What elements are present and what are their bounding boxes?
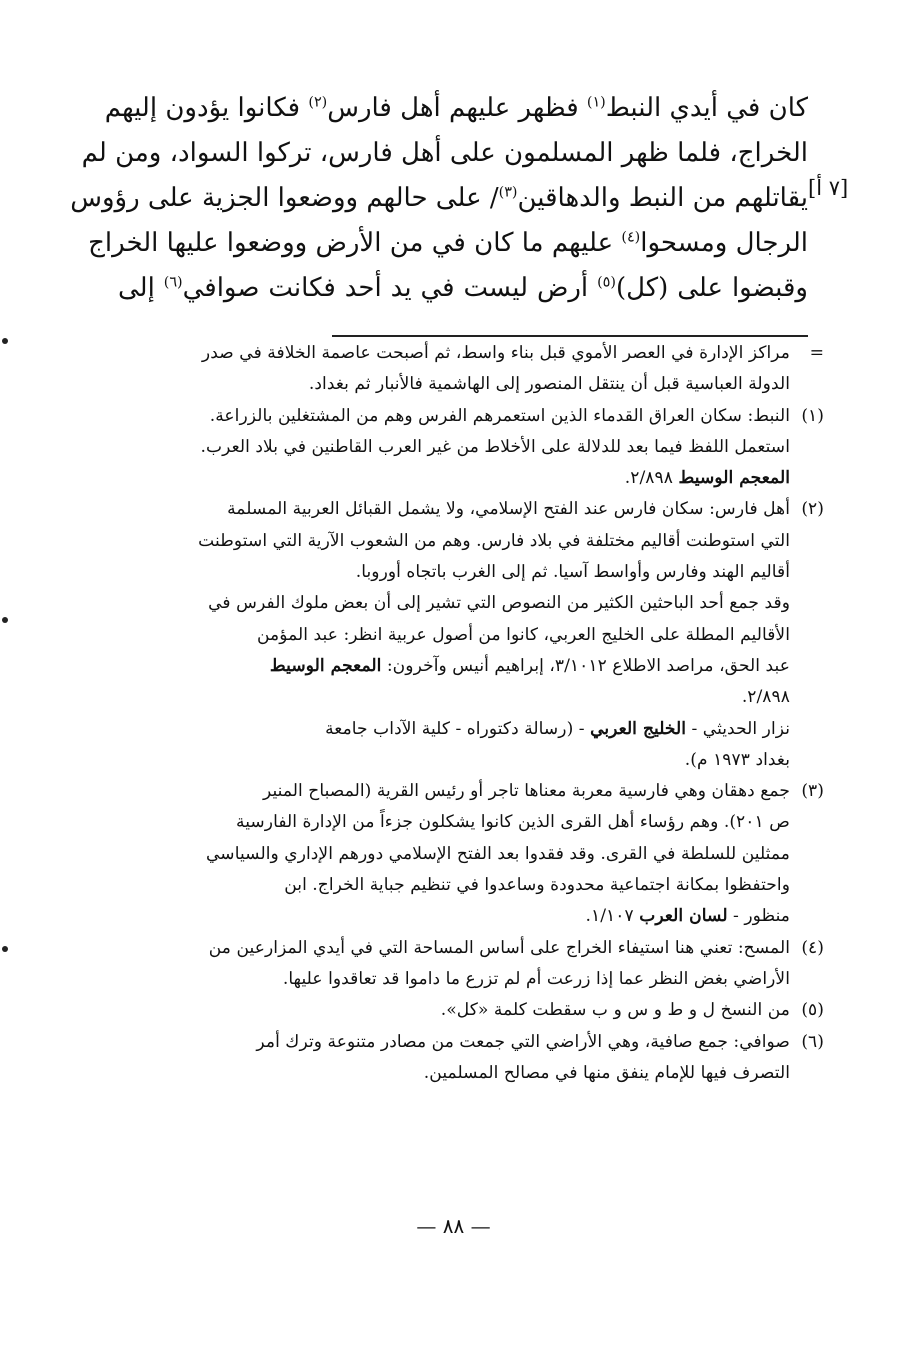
- footnote-number: (٦): [801, 1031, 824, 1052]
- reference-title: لسان العرب: [639, 906, 728, 927]
- footnote-ref[interactable]: (٤): [621, 229, 641, 246]
- footnote-number: (١): [801, 405, 824, 426]
- footnote-number: (٤): [801, 937, 824, 958]
- footnotes: [112, 338, 824, 1089]
- footnote-4: (٤) المسح: تعني هنا استيفاء الخراج على أساس المساحة التي في أيدي المزارعين من الأراضي بغض النظر عما إذا زرعت أم لم تزرع ما داموا قد تعاقدوا عليها.: [112, 933, 824, 996]
- main-line: الخراج، فلما ظهر المسلمون على أهل فارس، تركوا السواد، ومن لم: [81, 138, 808, 168]
- footnote-separator: [332, 335, 808, 337]
- footnote-number: (٢): [801, 499, 824, 520]
- footnote-ref[interactable]: (١): [586, 94, 606, 111]
- footnote-ref[interactable]: (٥): [597, 274, 616, 291]
- main-line: وقبضوا على (كل)$^{(٥)}$ أرض ليست في يد أحد فكانت صوافي$^{(٦)}$ إلى: [118, 273, 808, 303]
- footnote-ref[interactable]: (٦): [163, 274, 183, 291]
- footnote-5: (٥) من النسخ ل و ط و س و ب سقطت كلمة «كل».: [112, 995, 824, 1026]
- footnote-number: (٥): [801, 1000, 824, 1021]
- scan-mark: [2, 946, 8, 952]
- scan-mark: [2, 338, 8, 344]
- reference-title: المعجم الوسيط: [678, 468, 790, 489]
- footnote-continuation: = مراكز الإدارة في العصر الأموي قبل بناء واسط، ثم أصبحت عاصمة الخلافة في صدر الدولة العباسية قبل أن ينتقل المنصور إلى الهاشمية فالأنبار ثم بغداد.: [112, 338, 824, 401]
- footnote-6: (٦) صوافي: جمع صافية، وهي الأراضي التي جمعت من مصادر متنوعة وترك أمر التصرف فيها للإمام ينفق منها في مصالح المسلمين.: [112, 1027, 824, 1090]
- main-line: يقاتلهم من النبط والدهاقين$^{(٣)}$/ على حالهم ووضعوا الجزية على رؤوس: [70, 183, 808, 213]
- page-number: — ٨٨ —: [416, 1214, 491, 1238]
- footnote-ref[interactable]: (٢): [308, 94, 328, 111]
- main-line: الرجال ومسحوا$^{(٤)}$ عليهم ما كان في من الأرض ووضعوا عليها الخراج: [88, 228, 808, 258]
- manuscript-folio-marker: [٧ أ]: [808, 176, 849, 200]
- reference-title: الخليج العربي: [590, 718, 687, 739]
- footnote-number: (٣): [801, 781, 824, 802]
- scan-mark: [2, 617, 8, 623]
- footnote-1: (١) النبط: سكان العراق القدماء الذين استعمرهم الفرس وهم من المشتغلين بالزراعة. استعمل اللفظ فيما بعد للدلالة على الأخلاط من غير العرب القاطنين في بلاد العرب. المعجم الوسيط ٢/٨٩٨.: [112, 401, 824, 495]
- main-line: كان في أيدي النبط$^{(١)}$ فظهر عليهم أهل فارس$^{(٢)}$ فكانوا يؤدون إليهم: [104, 93, 808, 123]
- reference-title: المعجم الوسيط: [269, 655, 382, 676]
- footnote-ref[interactable]: (٣): [498, 184, 518, 201]
- footnote-2: (٢) أهل فارس: سكان فارس عند الفتح الإسلامي، ولا يشمل القبائل العربية المسلمة التي استوطنت أقاليم مختلفة في بلاد فارس. وهم من الشعوب الآرية التي استوطنت أقاليم الهند وفارس وأواسط آسيا. ثم إلى الغرب باتجاه أوروبا.: [112, 494, 824, 588]
- footnote-3: (٣) جمع دهقان وهي فارسية معربة معناها تاجر أو رئيس القرية (المصباح المنير ص ٢٠١). وهم رؤساء أهل القرى الذين كانوا يشكلون جزءاً من الإدارة الفارسية ممثلين للسلطة في القرى. وقد فقدوا بعد الفتح الإسلامي دورهم الإداري والسياسي واحتفظوا بمكانة اجتماعية محدودة وساعدوا في تنظيم جباية الخراج. ابن منظور - لسان العرب ١/١٠٧.: [112, 776, 824, 932]
- footnote-2-paragraph: وقد جمع أحد الباحثين الكثير من النصوص التي تشير إلى أن بعض ملوك الفرس في الأقاليم المطلة على الخليج العربي، كانوا من أصول عربية انظر: عبد المؤمن عبد الحق، مراصد الاطلاع ٣/١٠١٢، إبراهيم أنيس وآخرون: المعجم الوسيط ٢/٨٩٨. نزار الحديثي - الخليج العربي - (رسالة دكتوراه - كلية الآداب جامعة بغداد ١٩٧٣ م).: [208, 593, 790, 770]
- continuation-marker: =: [809, 343, 824, 363]
- main-text: [70, 86, 808, 311]
